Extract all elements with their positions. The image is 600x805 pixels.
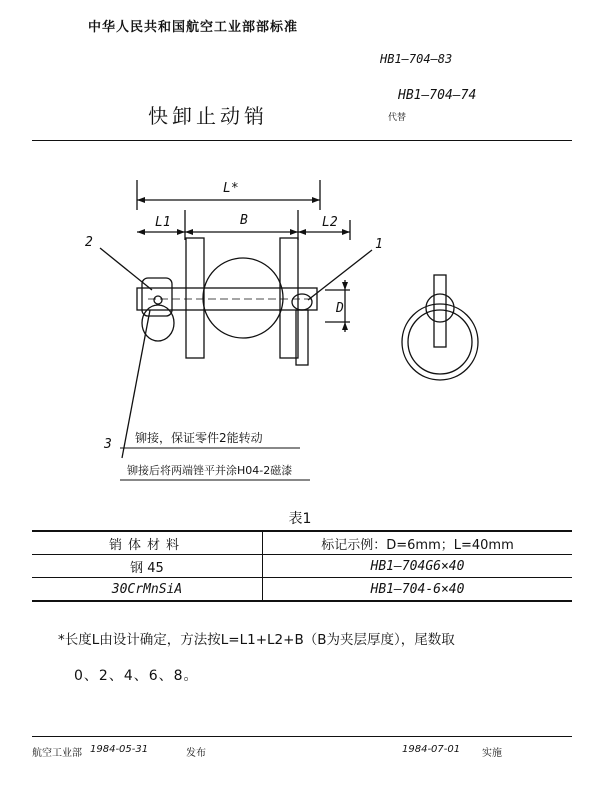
label-D: D xyxy=(336,301,344,316)
arrow-head xyxy=(177,229,185,235)
arrow-head xyxy=(342,322,348,330)
note-rivet-line1: 铆接，保证零件2能转动 xyxy=(135,431,263,445)
cell-marking: HB1—704G6×40 xyxy=(263,555,573,578)
footer-issue-date: 1984-05-31 xyxy=(90,744,149,755)
document-title: 快卸止动销 xyxy=(148,104,268,128)
cell-material: 30CrMnSiA xyxy=(32,578,263,602)
leader-line-1 xyxy=(308,250,372,300)
label-L: L* xyxy=(223,181,239,196)
cell-material: 钢 45 xyxy=(32,555,263,578)
replaces-label: 代替 xyxy=(388,113,407,123)
pin-drawing xyxy=(0,150,600,490)
table-row xyxy=(32,555,572,578)
marking-table xyxy=(32,530,572,602)
table-header-row xyxy=(32,531,572,555)
length-footnote-line2: 0、2、4、6、8。 xyxy=(74,668,199,684)
pull-ring-front-outer xyxy=(402,304,478,380)
plate-hole-circle xyxy=(203,258,283,338)
arrow-head xyxy=(290,229,298,235)
footer-effective-date: 1984-07-01 xyxy=(402,744,461,755)
label-L2: L2 xyxy=(322,215,338,230)
footer-effective-word: 实施 xyxy=(482,748,502,759)
arrow-head xyxy=(137,197,145,203)
cell-marking: HB1—704-6×40 xyxy=(263,578,573,602)
callout-2: 2 xyxy=(85,235,93,250)
arrow-head xyxy=(312,197,320,203)
footer-issue-word: 发布 xyxy=(186,748,206,759)
rivet-hole xyxy=(154,296,162,304)
arrow-head xyxy=(185,229,193,235)
pull-ring-front-inner xyxy=(408,310,472,374)
footer-ministry: 航空工业部 xyxy=(32,748,82,759)
callout-3: 3 xyxy=(104,437,112,452)
leader-line-2 xyxy=(100,248,152,290)
cross-pin-head xyxy=(292,294,312,310)
callout-1: 1 xyxy=(375,237,383,252)
table-caption: 表1 xyxy=(288,511,312,527)
issuing-organization: 中华人民共和国航空工业部部标准 xyxy=(88,20,299,35)
standard-number: HB1—704—83 xyxy=(380,52,453,66)
arrow-head xyxy=(137,229,145,235)
label-B: B xyxy=(240,213,248,228)
header-rule xyxy=(32,140,572,141)
header-material: 销体材料 xyxy=(32,531,263,555)
pin-front-view xyxy=(434,275,446,347)
table-row xyxy=(32,578,572,602)
label-L1: L1 xyxy=(155,215,171,230)
header-marking-example: 标记示例：D=6mm；L=40mm xyxy=(263,531,573,555)
note-rivet-line2: 铆接后将两端锉平并涂H04-2磁漆 xyxy=(127,464,293,477)
pin-end-circle xyxy=(426,294,454,322)
arrow-head xyxy=(298,229,306,235)
footer-rule xyxy=(32,736,572,737)
replaced-standard-number: HB1—704—74 xyxy=(398,88,477,103)
arrow-head xyxy=(342,229,350,235)
plate-left xyxy=(186,238,204,358)
arrow-head xyxy=(342,282,348,290)
length-footnote-line1: *长度L由设计确定，方法按L=L1+L2+B（B为夹层厚度），尾数取 xyxy=(58,632,455,648)
